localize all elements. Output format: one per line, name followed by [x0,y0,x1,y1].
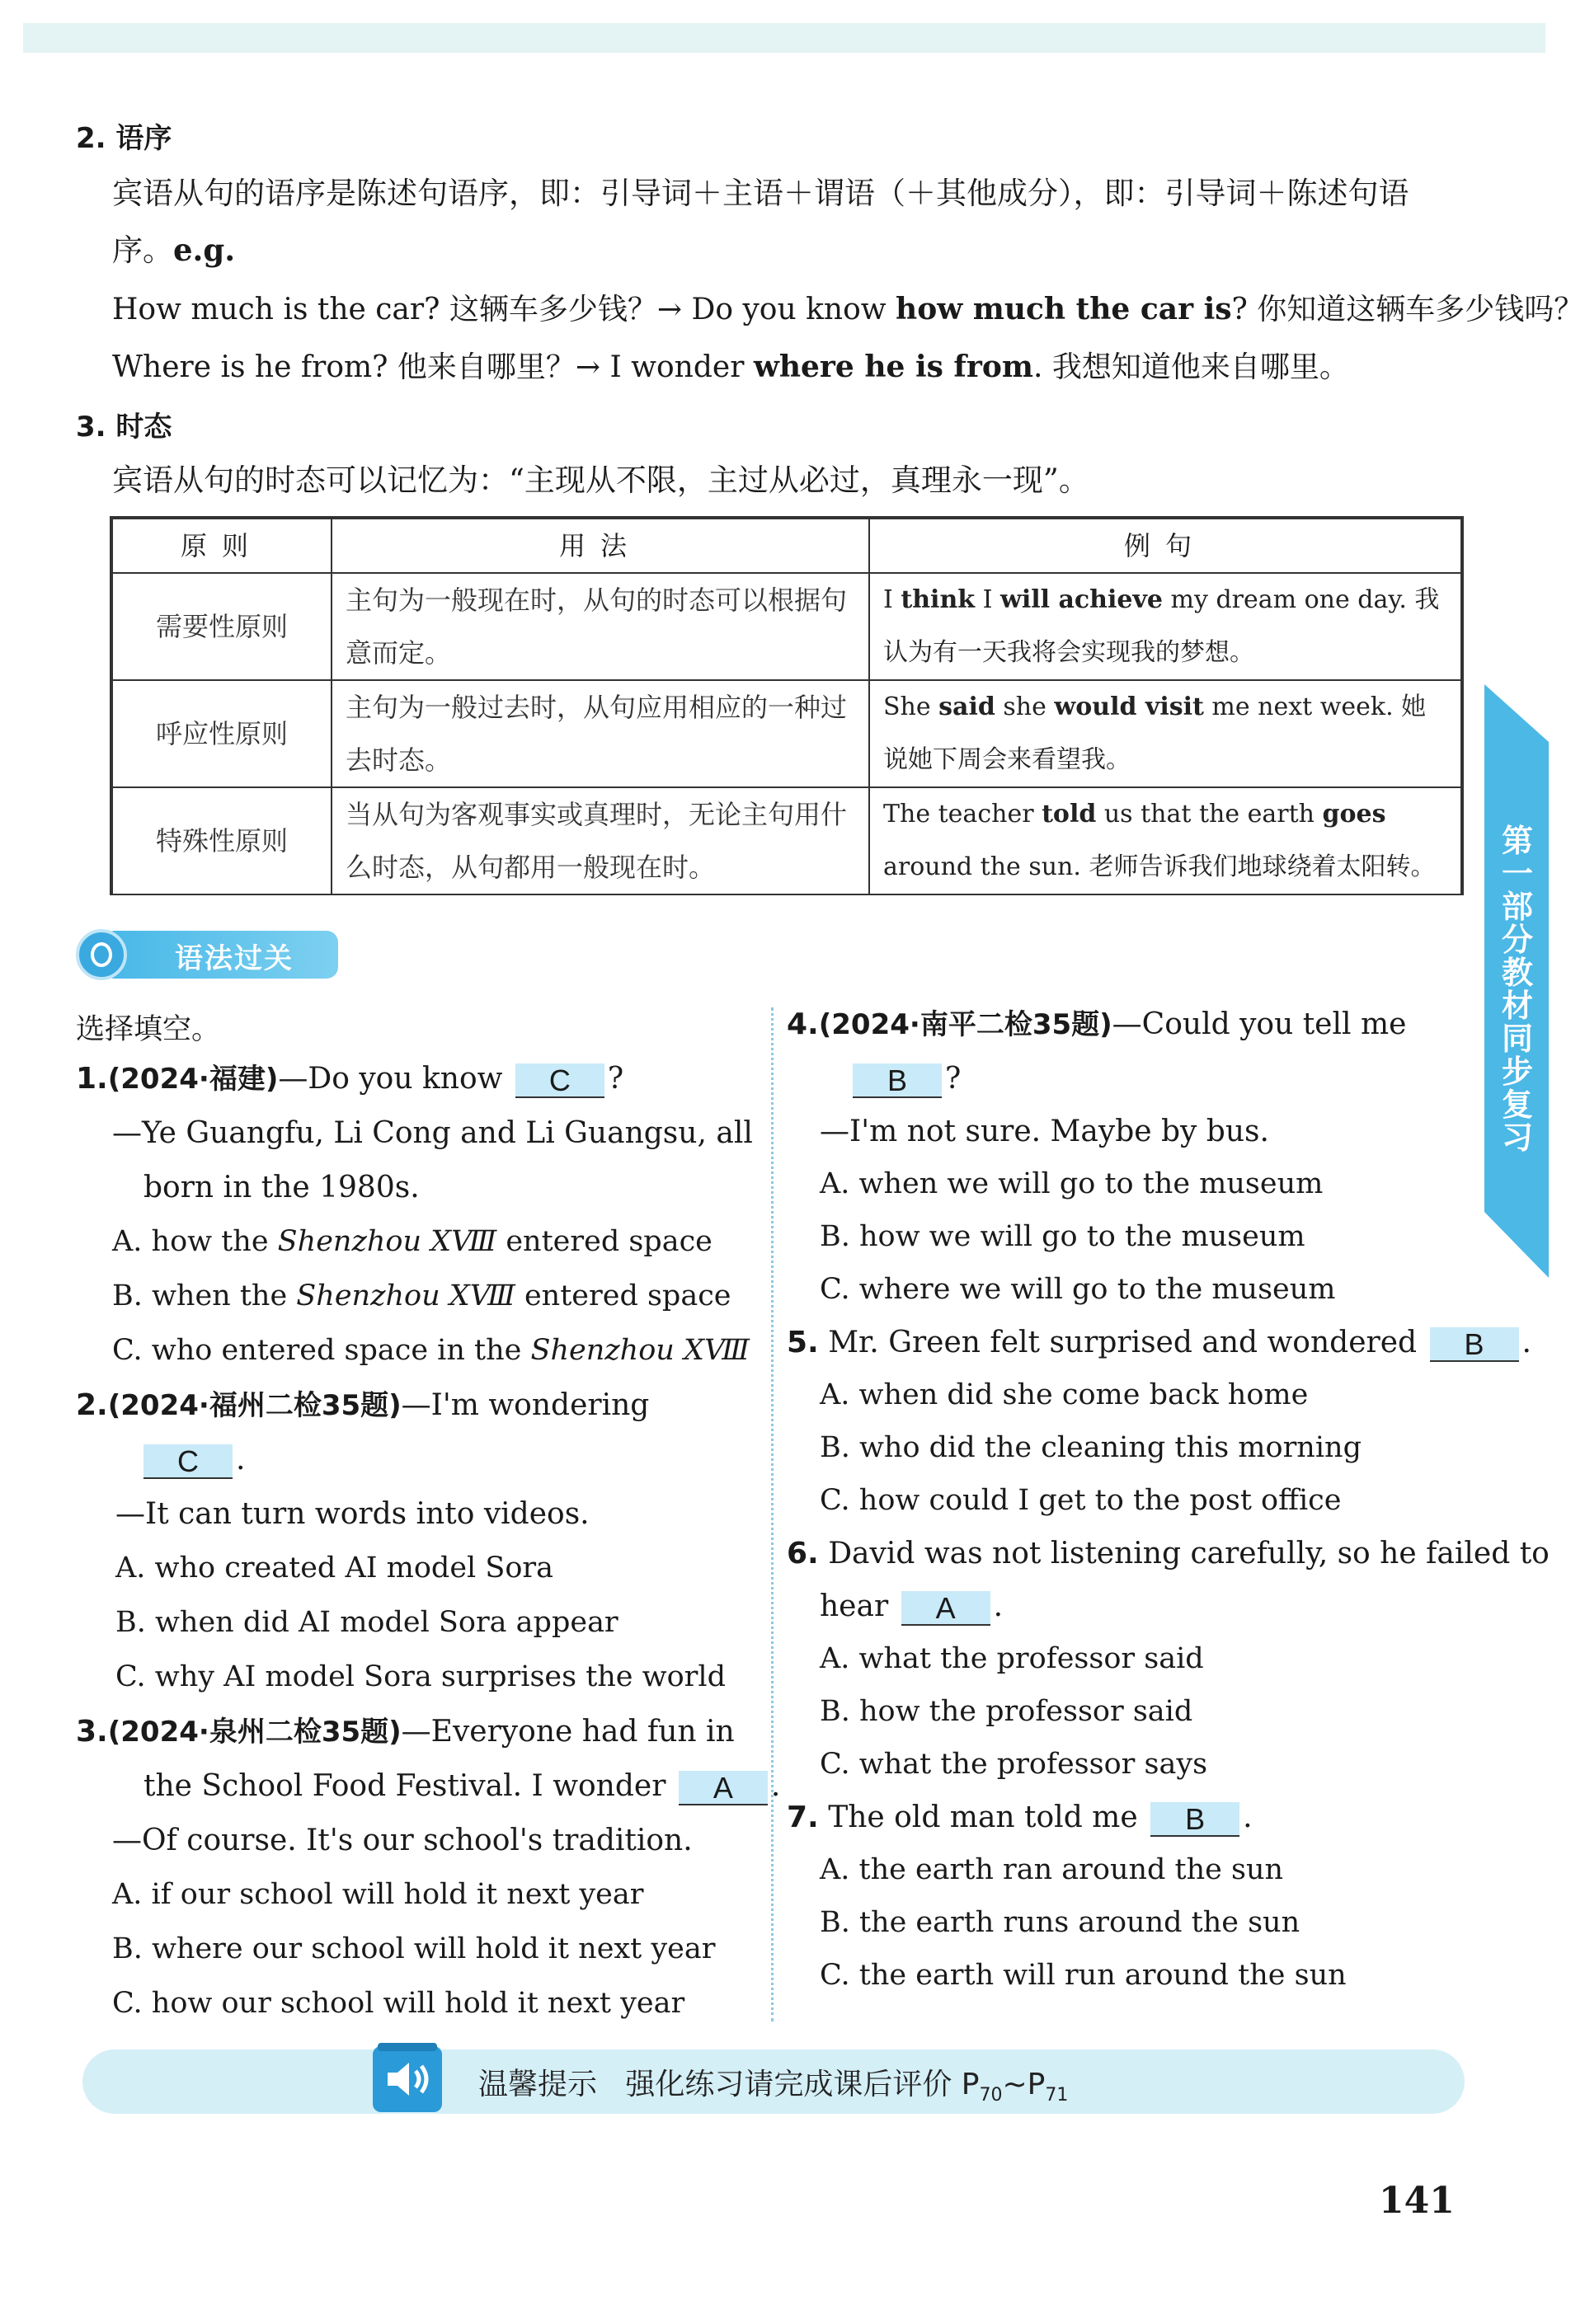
tip-text [478,2061,1068,2106]
example-text: she [995,693,1055,721]
option-italic: Shenzhou XⅧ [277,1225,497,1258]
question-1-dialogue-cont: born in the 1980s. [143,1171,420,1204]
question-4-blank-line [849,1052,961,1106]
tip-content: 强化练习请完成课后评价 P [625,2068,980,2101]
tip-range-sep: ~P [1002,2068,1046,2101]
section-2-title: 2. 语序 [76,122,172,155]
example-text: me next week. 她说她下周会来看望我。 [883,693,1427,774]
question-3-option-b[interactable]: B. where our school will hold it next year [112,1932,716,1965]
eg-label: e.g. [173,232,236,268]
table-cell-principle: 呼应性原则 [112,680,332,787]
question-6-option-c[interactable]: C. what the professor says [820,1748,1208,1781]
question-6-option-a[interactable]: A. what the professor said [820,1642,1204,1675]
table-cell-usage: 主句为一般现在时，从句的时态可以根据句意而定。 [332,573,869,680]
table-cell-example [869,680,1461,787]
example-1 [112,280,1583,339]
example-2-tail: . 我想知道他来自哪里。 [1032,350,1349,384]
question-2-blank-line [140,1433,245,1487]
question-stem-cont: the School Food Festival. I wonder [143,1769,666,1803]
answer-blank[interactable]: B [1430,1327,1519,1362]
question-5-option-b[interactable]: B. who did the cleaning this morning [820,1431,1362,1464]
table-cell-example [869,787,1461,894]
question-source: (2024·泉州二检35题) [107,1716,402,1749]
table-cell-principle: 特殊性原则 [112,787,332,894]
example-text: around the sun. 老师告诉我们地球绕着太阳转。 [883,852,1436,881]
example-bold: goes [1322,800,1386,829]
table-header-row [112,519,1461,573]
question-2 [76,1378,649,1433]
question-6-line2 [820,1580,1003,1634]
table-header-principle: 原则 [112,519,332,573]
example-text: She [883,693,939,721]
question-3-line2 [143,1759,780,1814]
question-end: . [1243,1801,1253,1834]
question-7 [787,1791,1253,1845]
option-italic: Shenzhou XⅧ [296,1279,515,1312]
tip-page-start: 70 [979,2085,1003,2106]
question-source: (2024·福建) [107,1063,279,1096]
option-text: C. who entered space in the [112,1334,531,1367]
question-6-option-b[interactable]: B. how the professor said [820,1695,1193,1728]
example-bold: told [1042,800,1097,829]
table-cell-usage: 当从句为客观事实或真理时，无论主句用什么时态，从句都用一般现在时。 [332,787,869,894]
question-3-option-c[interactable]: C. how our school will hold it next year [112,1987,685,2020]
question-number: 4. [787,1007,819,1041]
example-2-bold: where he is from [753,350,1033,384]
question-2-dialogue: —It can turn words into videos. [115,1497,590,1531]
grammar-practice-badge [76,929,338,980]
example-bold: think [901,585,976,614]
rule-line2-text: 序。 [112,232,173,268]
question-7-option-a[interactable]: A. the earth ran around the sun [820,1853,1284,1886]
question-end: . [236,1443,246,1477]
tip-label: 温馨提示 [478,2068,598,2101]
question-1-option-b[interactable] [112,1270,731,1322]
question-stem: The old man told me [828,1801,1138,1834]
question-stem: David was not listening carefully, so he failed to [828,1537,1550,1570]
table-cell-principle: 需要性原则 [112,573,332,680]
question-end: . [1522,1326,1531,1359]
question-number: 7. [787,1801,819,1834]
answer-blank[interactable]: A [679,1771,768,1805]
question-number: 5. [787,1326,819,1359]
question-source: (2024·南平二检35题) [818,1008,1112,1041]
answer-blank[interactable]: B [853,1063,942,1098]
question-3 [76,1705,735,1759]
table-row [112,787,1461,894]
question-5-option-a[interactable]: A. when did she come back home [820,1378,1309,1411]
example-2 [112,338,1349,397]
question-4-option-c[interactable]: C. where we will go to the museum [820,1273,1336,1306]
question-end: ? [945,1062,962,1096]
section-2-rule-line1: 宾语从句的语序是陈述句语序，即：引导词＋主语＋谓语（＋其他成分），即：引导词＋陈述句语 [112,176,1409,211]
option-text: B. when the [112,1279,297,1312]
question-1 [76,1052,623,1106]
top-color-band [23,23,1545,53]
question-5-option-c[interactable]: C. how could I get to the post office [820,1484,1342,1517]
question-end: ? [607,1062,624,1096]
question-1-dialogue: —Ye Guangfu, Li Cong and Li Guangsu, all [112,1116,753,1150]
example-text: The teacher [883,800,1042,829]
badge-person-icon [76,929,127,980]
answer-blank[interactable]: C [143,1444,233,1479]
answer-blank[interactable]: C [515,1063,604,1098]
question-3-option-a[interactable]: A. if our school will hold it next year [112,1878,644,1911]
table-row [112,573,1461,680]
question-number: 6. [787,1537,819,1570]
question-number: 2. [76,1388,108,1422]
option-italic: Shenzhou XⅧ [530,1334,750,1367]
table-cell-usage: 主句为一般过去时，从句应用相应的一种过去时态。 [332,680,869,787]
example-bold: would visit [1054,693,1204,721]
question-2-option-c[interactable]: C. why AI model Sora surprises the world [115,1660,727,1693]
example-bold: will achieve [1000,585,1163,614]
option-text: entered space [515,1279,731,1312]
question-4-dialogue: —I'm not sure. Maybe by bus. [820,1115,1269,1148]
column-divider [771,1007,774,2021]
table-cell-example [869,573,1461,680]
question-4 [787,998,1406,1052]
tip-page-end: 71 [1045,2085,1069,2106]
question-stem: Mr. Green felt surprised and wondered [828,1326,1418,1359]
question-stem: —I'm wondering [401,1388,650,1422]
example-text: us that the earth [1096,800,1323,829]
question-end: . [993,1589,1004,1623]
example-text: my dream one day. 我认为有一天我将会实现我的梦想。 [883,585,1440,667]
question-stem: —Could you tell me [1112,1007,1407,1041]
question-stem: —Everyone had fun in [401,1715,735,1749]
speaker-icon [369,2041,445,2117]
example-1-question: How much is the car? 这辆车多少钱？→ Do you know [112,293,896,326]
question-1-option-a[interactable] [112,1215,713,1268]
answer-blank[interactable]: B [1150,1802,1239,1837]
question-source: (2024·福州二检35题) [107,1389,402,1422]
section-3-rule: 宾语从句的时态可以记忆为：“主现从不限，主过从必过，真理永一现”。 [112,462,1089,498]
badge-label: 语法过关 [175,942,294,975]
question-7-option-b[interactable]: B. the earth runs around the sun [820,1906,1300,1939]
tense-rules-table [110,516,1464,895]
question-number: 3. [76,1715,108,1749]
example-2-question: Where is he from? 他来自哪里？→ I wonder [112,350,754,384]
question-1-option-c[interactable] [112,1324,750,1377]
chapter-side-tab [1484,684,1549,1278]
section-2-rule-line2 [112,221,235,279]
option-text: A. how the [112,1225,278,1258]
page-number: 141 [1379,2180,1455,2222]
question-end: . [770,1769,781,1803]
table-header-usage: 用法 [332,519,869,573]
example-1-tail: ? 你知道这辆车多少钱吗？ [1231,293,1584,326]
table-row [112,680,1461,787]
option-text: entered space [496,1225,713,1258]
answer-blank[interactable]: A [901,1591,990,1626]
section-3-title: 3. 时态 [76,411,172,444]
question-4-option-b[interactable]: B. how we will go to the museum [820,1220,1305,1253]
instruction: 选择填空。 [76,1013,221,1046]
example-1-bold: how much the car is [896,292,1232,326]
question-6 [787,1527,1550,1581]
question-number: 1. [76,1062,108,1096]
side-tab-text: 第一部分 教材同步复习 [1501,823,1533,1156]
example-text: I [883,585,901,614]
question-5 [787,1316,1531,1370]
question-stem-cont: hear [820,1589,889,1623]
question-7-option-c[interactable]: C. the earth will run around the sun [820,1959,1347,1992]
question-stem: —Do you know [278,1062,503,1096]
question-2-option-a[interactable]: A. who created AI model Sora [115,1552,554,1585]
question-4-option-a[interactable]: A. when we will go to the museum [820,1167,1324,1200]
question-2-option-b[interactable]: B. when did AI model Sora appear [115,1606,618,1639]
example-text: I [975,585,1000,614]
question-3-dialogue: —Of course. It's our school's tradition. [112,1824,693,1857]
table-header-example: 例句 [869,519,1461,573]
example-bold: said [938,693,995,721]
